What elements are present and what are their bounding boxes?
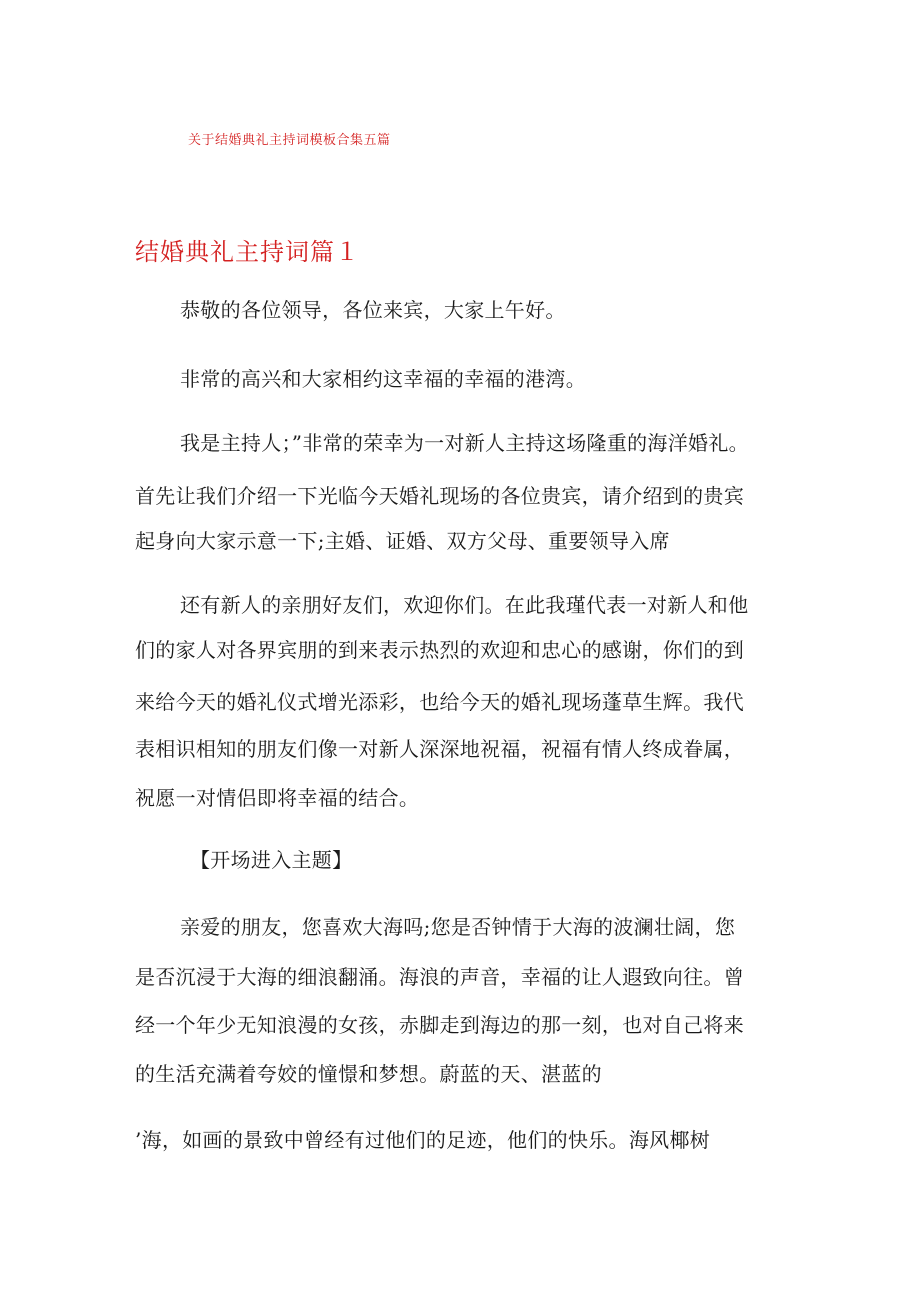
paragraph-line: ’海，如画的景致中曾经有过他们的足迹，他们的快乐。海风椰树	[135, 1128, 711, 1152]
paragraph-line: 的生活充满着夸姣的憧憬和梦想。蔚蓝的天、湛蓝的	[135, 1062, 602, 1086]
subsection-heading: 【开场进入主题】	[190, 848, 353, 872]
paragraph-line: 首先让我们介绍一下光临今天婚礼现场的各位贵宾，请介绍到的贵宾	[135, 484, 744, 508]
paragraph-line: 亲爱的朋友，您喜欢大海吗;您是否钟情于大海的波澜壮阔，您	[180, 915, 736, 939]
paragraph-line: 表相识相知的朋友们像一对新人深深地祝福，祝福有情人终成眷属，	[135, 737, 744, 761]
paragraph-line: 还有新人的亲朋好友们，欢迎你们。在此我瑾代表一对新人和他	[180, 593, 749, 617]
paragraph-line: 是否沉浸于大海的细浪翻涌。海浪的声音，幸福的让人遐致向往。曾	[135, 965, 744, 989]
paragraph-line: 来给今天的婚礼仪式增光添彩，也给今天的婚礼现场蓬草生辉。我代	[135, 690, 744, 714]
paragraph-line: 经一个年少无知浪漫的女孩，赤脚走到海边的那一刻，也对自己将来	[135, 1013, 744, 1037]
paragraph-line: 非常的高兴和大家相约这幸福的幸福的港湾。	[180, 367, 586, 391]
paragraph-line: 起身向大家示意一下;主婚、证婚、双方父母、重要领导入席	[135, 529, 670, 553]
paragraph-line: 我是主持人；”非常的荣幸为一对新人主持这场隆重的海洋婚礼。	[180, 431, 749, 455]
document-title: 关于结婚典礼主持词模板合集五篇	[188, 133, 391, 148]
paragraph-line: 祝愿一对情侣即将幸福的结合。	[135, 786, 420, 810]
paragraph-line: 恭敬的各位领导，各位来宾，大家上午好。	[180, 298, 566, 322]
section-heading: 结婚典礼主持词篇１	[135, 238, 360, 266]
paragraph-line: 们的家人对各界宾朋的到来表示热烈的欢迎和忠心的感谢，你们的到	[135, 638, 744, 662]
